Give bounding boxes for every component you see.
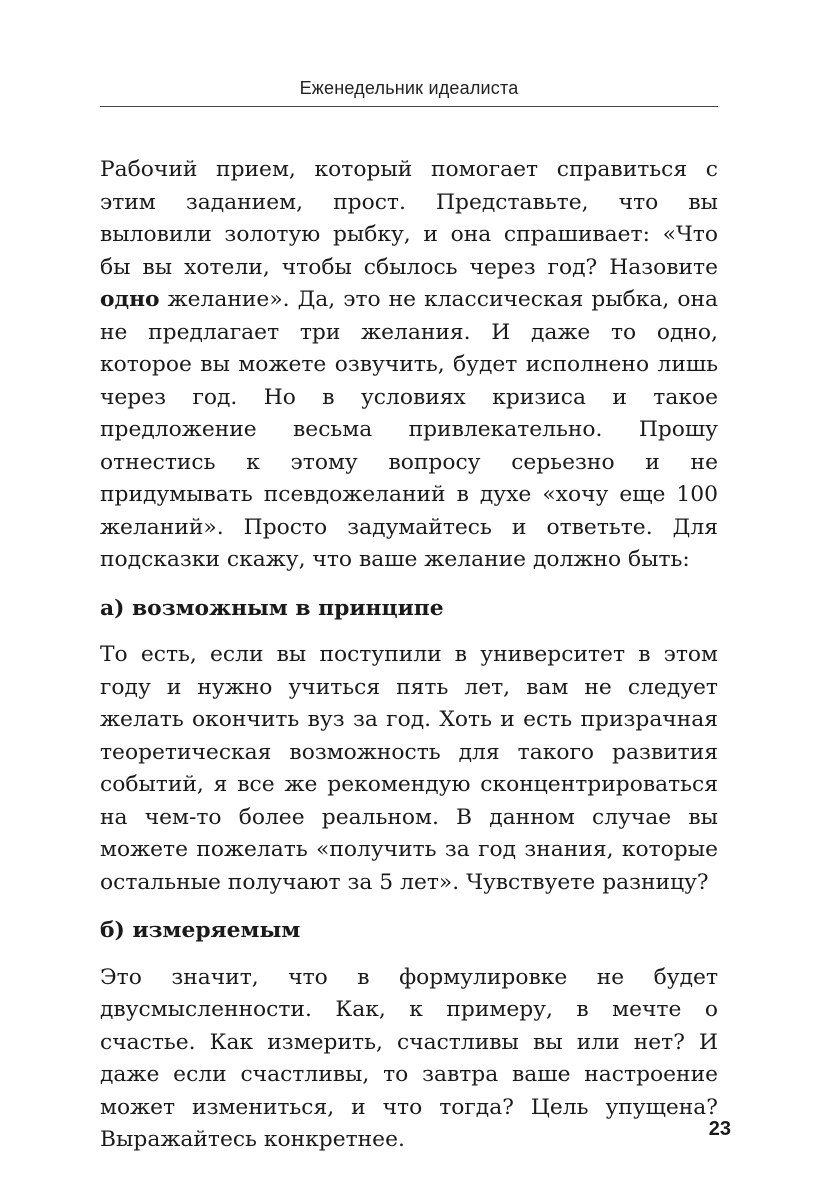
section-heading-b: б) измеряемым bbox=[100, 918, 301, 943]
paragraph-1-text-start: Рабочий прием, который помогает справиться с этим заданием, прост. Представьте, что вы выловили золотую рыбку, и она спрашивает: «Что бы вы хотели, чтобы сбылось через год? Назовите bbox=[100, 157, 718, 280]
body-paragraph-2: То есть, если вы поступили в университет в этом году и нужно учиться пять лет, вам не следует желать окончить вуз за год. Хоть и есть призрачная теоретическая возможность для такого развития событий, я все же рекомендую сконцентрироваться на чем-то более реальном. В данном случае вы можете пожелать «получить за год знания, которые остальные получают за 5 лет». Чувствуете разницу? bbox=[100, 642, 718, 895]
paragraph-1-text-end: желание». Да, это не классическая рыбка, она не предлагает три желания. И даже то одно, которое вы можете озвучить, будет исполнено лишь через год. Но в условиях кризиса и такое предложение весьма привлекательно. Прошу отнестись к этому вопросу серьезно и не придумывать псевдожеланий в духе «хочу еще 100 желаний». Просто задумайтесь и ответьте. Для подсказки скажу, что ваше желание должно быть: bbox=[100, 287, 718, 572]
page-number: 23 bbox=[708, 1118, 731, 1140]
header-rule bbox=[100, 106, 718, 107]
body-paragraph-1 bbox=[100, 154, 718, 577]
section-heading-a: а) возможным в принципе bbox=[100, 595, 444, 621]
emphasis-word-one: одно bbox=[100, 287, 160, 312]
page-body bbox=[100, 154, 718, 1157]
running-head-title: Еженедельник идеалиста bbox=[299, 78, 519, 98]
body-paragraph-3: Это значит, что в формулировке не будет двусмысленности. Как, к примеру, в мечте о счастье. Как измерить, счастливы вы или нет? И даже если счастливы, то завтра ваше настроение может измениться, и что тогда? Цель упущена? Выражайтесь конкретнее. bbox=[100, 964, 718, 1152]
